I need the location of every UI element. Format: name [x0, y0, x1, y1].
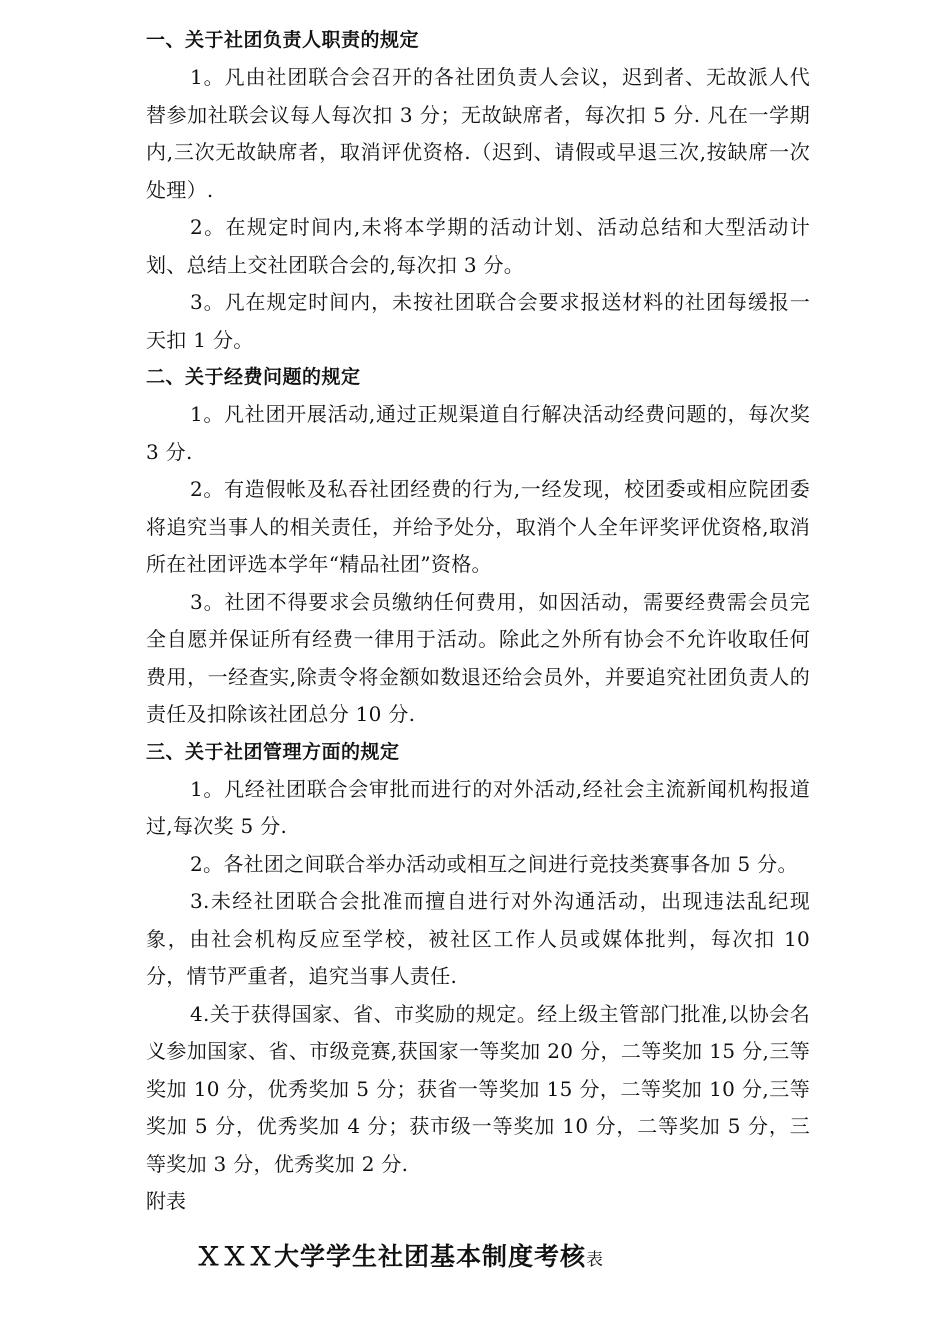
table-title-suffix: 表	[586, 1249, 604, 1270]
section-heading: 二、关于经费问题的规定	[146, 366, 361, 388]
paragraph: 3.未经社团联合会批准而擅自进行对外沟通活动，出现违法乱纪现象，由社会机构反应至学校，被社区工作人员或媒体批判，每次扣 10 分，情节严重者，追究当事人责任.	[146, 889, 810, 988]
table-title	[146, 1237, 810, 1280]
paragraph: 4.关于获得国家、省、市奖励的规定。经上级主管部门批准,以协会名义参加国家、省、市级竞赛,获国家一等奖加 20 分，二等奖加 15 分,三等奖加 10 分，优秀奖加 5 分；获省一等奖加 15 分，二等奖加 10 分,三等奖加 5 分，优秀奖加 4 分；获市级一等奖加 10 分，二等奖加 5 分，三等奖加 3 分，优秀奖加 2 分.	[146, 1001, 810, 1176]
appendix-label: 附表	[146, 1189, 186, 1213]
section-leader-duties	[146, 22, 810, 359]
paragraph: 2。有造假帐及私吞社团经费的行为,一经发现，校团委或相应院团委将追究当事人的相关责任，并给予处分，取消个人全年评奖评优资格,取消所在社团评选本学年“精品社团”资格。	[146, 477, 810, 576]
paragraph: 1。凡社团开展活动,通过正规渠道自行解决活动经费问题的，每次奖 3 分.	[146, 402, 810, 464]
section-funding	[146, 359, 810, 734]
section-heading: 一、关于社团负责人职责的规定	[146, 29, 420, 51]
section-heading: 三、关于社团管理方面的规定	[146, 740, 400, 763]
paragraph: 2。各社团之间联合举办活动或相互之间进行竞技类赛事各加 5 分。	[190, 851, 798, 876]
paragraph: 1。凡经社团联合会审批而进行的对外活动,经社会主流新闻机构报道过,每次奖 5 分.	[146, 776, 810, 838]
table-title-main: ＸＸＸ大学学生社团基本制度考核	[196, 1241, 587, 1271]
paragraph: 3。社团不得要求会员缴纳任何费用，如因活动，需要经费需会员完全自愿并保证所有经费一律用于活动。除此之外所有协会不允许收取任何费用，一经查实,除责令将金额如数退还给会员外，并要追究社团负责人的责任及扣除该社团总分 10 分.	[146, 589, 810, 726]
paragraph: 1。凡由社团联合会召开的各社团负责人会议，迟到者、无故派人代替参加社联会议每人每次扣 3 分；无故缺席者，每次扣 5 分. 凡在一学期内,三次无故缺席者，取消评优资格.（迟到、请假或早退三次,按缺席一次处理）.	[146, 65, 810, 202]
paragraph: 3。凡在规定时间内，未按社团联合会要求报送材料的社团每缓报一天扣 1 分。	[146, 290, 810, 352]
section-management	[146, 734, 810, 1184]
paragraph: 2。在规定时间内,未将本学期的活动计划、活动总结和大型活动计划、总结上交社团联合会的,每次扣 3 分。	[146, 215, 810, 277]
document-body	[146, 22, 810, 1280]
